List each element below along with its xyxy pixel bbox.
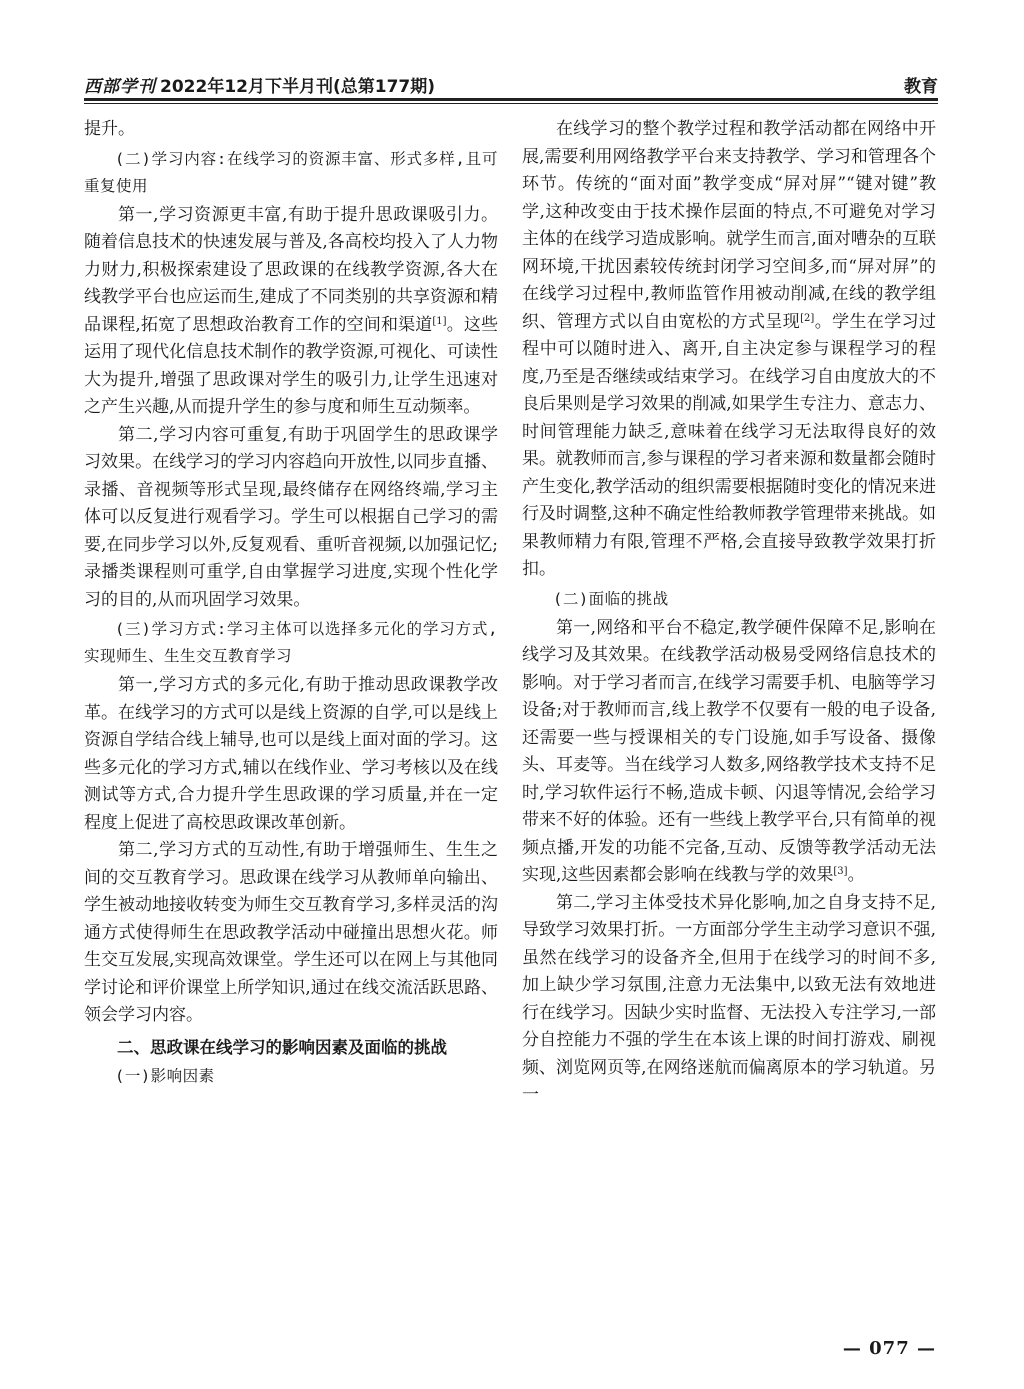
subheading: (二)面临的挑战 [553,589,669,608]
paragraph: 第二,学习方式的互动性,有助于增强师生、生生之间的交互教育学习。思政课在线学习从教师单向输出、学生被动地接收转变为师生交互教育学习,多样灵活的沟通方式使得师生在思政教学活动中碰撞出思想火花。师生交互发展,实现高效课堂。学生还可以在网上与其他同学讨论和评价课堂上所学知识,通过在线交流活跃思路、领会学习内容。 [84,840,498,1025]
header-rule-thin [84,103,938,104]
paragraph [522,116,936,584]
paragraph-text: 第一,网络和平台不稳定,教学硬件保障不足,影响在线学习及其效果。在线教学活动极易受网络信息技术的影响。对于学习者而言,在线学习需要手机、电脑等学习设备;对于教师而言,线上教学不仅要有一般的电子设备,还需要一些与授课相关的专门设施,如手写设备、摄像头、耳麦等。当在线学习人数多,网络教学技术支持不足时,学习软件运行不畅,造成卡顿、闪退等情况,会给学习带来不好的体验。还有一些线上教学平台,只有简单的视频点播,开发的功能不完备,互动、反馈等教学活动无法实现,这些因素都会影响在线教与学的效果 [522,617,936,885]
section-heading: 二、思政课在线学习的影响因素及面临的挑战 [117,1037,447,1057]
paragraph-text: 第一,学习资源更丰富,有助于提升思政课吸引力。随着信息技术的快速发展与普及,各高校均投入了人力物力财力,积极探索建设了思政课的在线教学资源,各大在线教学平台也应运而生,建成了不同类别的共享资源和精品课程,拓宽了思想政治教育工作的空间和渠道 [84,204,498,335]
paragraph: 第二,学习内容可重复,有助于巩固学生的思政课学习效果。在线学习的学习内容趋向开放性,以同步直播、录播、音视频等形式呈现,最终储存在网络终端,学习主体可以反复进行观看学习。学生可以根据自己学习的需要,在同步学习以外,反复观看、重听音视频,以加强记忆;录播类课程则可重学,自由掌握学习进度,实现个性化学习的目的,从而巩固学习效果。 [84,424,498,610]
continued-text: 提升。 [84,119,135,139]
issue-info: 2022年12月下半月刊(总第177期) [160,77,435,97]
running-header [84,70,938,100]
subheading: (三)学习方式:学习主体可以选择多元化的学习方式,实现师生、生生交互教育学习 [84,620,498,665]
paragraph-text: 在线学习的整个教学过程和教学活动都在网络中开展,需要利用网络教学平台来支持教学、学习和管理各个环节。传统的“面对面”教学变成“屏对屏”“键对键”教学,这种改变由于技术操作层面的特点,不可避免对学习主体的在线学习造成影响。就学生而言,面对嘈杂的互联网环境,干扰因素较传统封闭学习空间多,而“屏对屏”的在线学习过程中,教师监管作用被动削减,在线的教学组织、管理方式以自由宽松的方式呈现 [522,119,936,332]
subheading: (二)学习内容:在线学习的资源丰富、形式多样,且可重复使用 [84,149,498,195]
paragraph [84,202,498,422]
right-column [522,116,936,1110]
section-name: 教育 [904,77,938,97]
page-number: — 077 — [842,1338,936,1359]
paragraph-text: 。 [847,865,865,885]
paragraph [522,615,936,890]
paragraph-text: 。这些运用了现代化信息技术制作的教学资源,可视化、可读性大为提升,增强了思政课对学生的吸引力,让学生迅速对之产生兴趣,从而提升学生的参与度和师生互动频率。 [84,314,499,417]
journal-logo: 西部学刊 [84,77,156,97]
paragraph-text: 。学生在学习过程中可以随时进入、离开,自主决定参与课程学习的程度,乃至是否继续或结束学习。在线学习自由度放大的不良后果则是学习效果的削减,如果学生专注力、意志力、时间管理能力缺乏,意味着在线学习无法取得良好的效果。就教师而言,参与课程的学习者来源和数量都会随时产生变化,教学活动的组织需要根据随时变化的情况来进行及时调整,这种不确定性给教师教学管理带来挑战。如果教师精力有限,管理不严格,会直接导致教学效果打折扣。 [522,311,936,579]
subheading: (一)影响因素 [115,1067,215,1085]
header-rule-thick [84,98,938,101]
left-column [84,116,498,1092]
paragraph: 第二,学习主体受技术异化影响,加之自身支持不足,导致学习效果打折。一方面部分学生主动学习意识不强,虽然在线学习的设备齐全,但用于在线学习的时间不多,加上缺少学习氛围,注意力无法集中,以致无法有效地进行在线学习。因缺少实时监督、无法投入专注学习,一部分自控能力不强的学生在本该上课的时间打游戏、刷视频、浏览网页等,在网络迷航而偏离原本的学习轨道。另一 [522,892,936,1105]
citation-ref: [3] [833,866,848,877]
paragraph: 第一,学习方式的多元化,有助于推动思政课教学改革。在线学习的方式可以是线上资源的自学,可以是线上资源自学结合线上辅导,也可以是线上面对面的学习。这些多元化的学习方式,辅以在线作业、学习考核以及在线测试等方式,合力提升学生思政课的学习质量,并在一定程度上促进了高校思政课改革创新。 [84,675,498,833]
citation-ref: [1] [432,315,447,327]
citation-ref: [2] [800,312,815,324]
